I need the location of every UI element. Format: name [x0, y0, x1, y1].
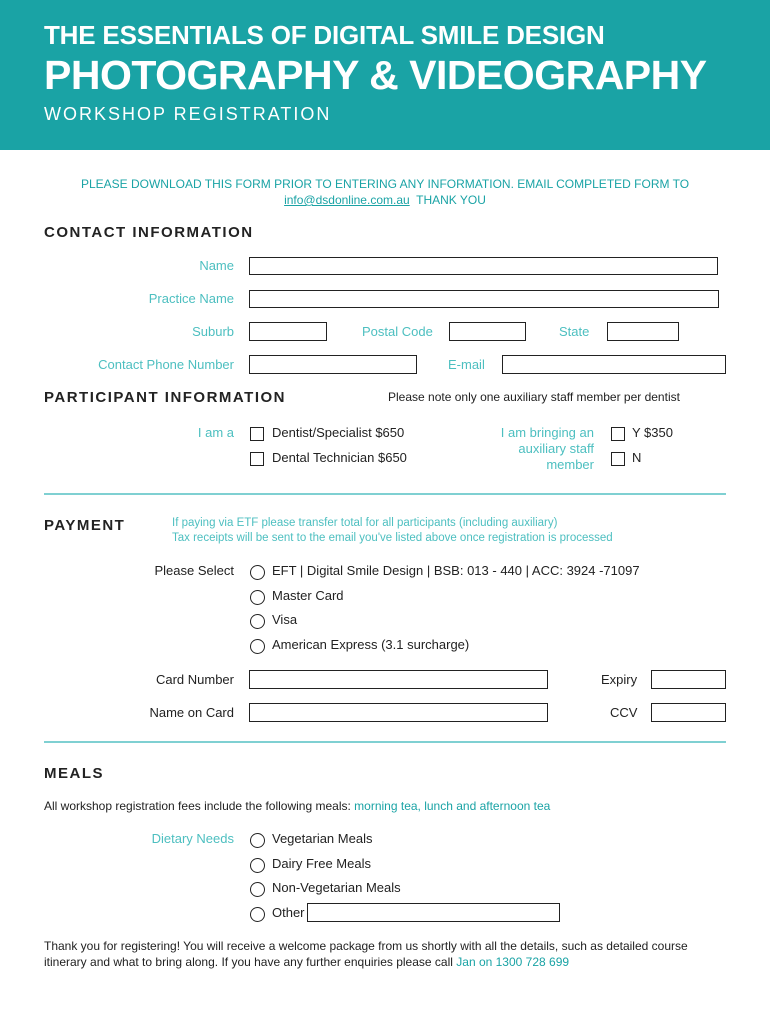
i-am-a-label: I am a: [197, 425, 234, 440]
please-select-label: Please Select: [154, 563, 234, 578]
suburb-label: Suburb: [192, 324, 234, 339]
dietary-needs-label: Dietary Needs: [151, 831, 234, 846]
technician-checkbox[interactable]: [250, 452, 264, 466]
amex-radio[interactable]: [250, 639, 265, 654]
other-diet-field[interactable]: [307, 903, 560, 922]
other-option-label: Other: [272, 905, 305, 920]
payment-info-line1: If paying via ETF please transfer total for all participants (including auxiliary): [172, 517, 558, 529]
dairy-free-radio[interactable]: [250, 858, 265, 873]
download-notice: [0, 176, 770, 208]
auxiliary-label-line3: member: [546, 457, 594, 472]
suburb-field[interactable]: [249, 322, 327, 341]
phone-field[interactable]: [249, 355, 417, 374]
other-radio[interactable]: [250, 907, 265, 922]
visa-radio[interactable]: [250, 614, 265, 629]
footer-line2: itinerary and what to bring along. If you have any further enquiries please call: [44, 955, 453, 969]
payment-section-title: PAYMENT: [44, 517, 126, 534]
email-field[interactable]: [502, 355, 726, 374]
eft-option-label: EFT | Digital Smile Design | BSB: 013 - 440 | ACC: 3924 -71097: [272, 563, 640, 578]
auxiliary-no-label: N: [632, 450, 642, 465]
footer-line1: Thank you for registering! You will receive a welcome package from us shortly with all the details, such as detailed course: [44, 939, 688, 953]
mastercard-option-label: Master Card: [272, 588, 344, 603]
meals-intro: [44, 799, 550, 813]
ccv-field[interactable]: [651, 703, 726, 722]
practice-name-label: Practice Name: [148, 291, 234, 306]
vegetarian-radio[interactable]: [250, 833, 265, 848]
card-number-field[interactable]: [249, 670, 548, 689]
auxiliary-label-line2: auxiliary staff: [518, 441, 594, 456]
name-on-card-label: Name on Card: [149, 705, 234, 720]
postal-code-field[interactable]: [449, 322, 526, 341]
auxiliary-yes-label: Y $350: [632, 425, 673, 440]
postal-code-label: Postal Code: [362, 324, 433, 339]
auxiliary-no-checkbox[interactable]: [611, 452, 625, 466]
amex-option-label: American Express (3.1 surcharge): [272, 637, 470, 652]
technician-option-label: Dental Technician $650: [272, 450, 407, 465]
visa-option-label: Visa: [272, 612, 298, 627]
practice-name-field[interactable]: [249, 290, 719, 308]
notice-email-link[interactable]: info@dsdonline.com.au: [284, 193, 410, 207]
notice-line1: PLEASE DOWNLOAD THIS FORM PRIOR TO ENTERING ANY INFORMATION. EMAIL COMPLETED FORM TO: [80, 177, 690, 191]
dairy-free-option-label: Dairy Free Meals: [272, 856, 371, 871]
eft-radio[interactable]: [250, 565, 265, 580]
state-label: State: [559, 324, 590, 339]
name-label: Name: [199, 258, 234, 273]
participant-section-title: PARTICIPANT INFORMATION: [44, 389, 286, 406]
state-field[interactable]: [607, 322, 679, 341]
dentist-option-label: Dentist/Specialist $650: [272, 425, 405, 440]
vegetarian-option-label: Vegetarian Meals: [272, 831, 373, 846]
divider: [44, 741, 726, 743]
auxiliary-label: [460, 425, 594, 473]
header-tagline: WORKSHOP REGISTRATION: [44, 104, 332, 124]
meals-intro-text: All workshop registration fees include the following meals:: [44, 799, 351, 813]
auxiliary-yes-checkbox[interactable]: [611, 427, 625, 441]
card-number-label: Card Number: [155, 672, 234, 687]
name-on-card-field[interactable]: [249, 703, 548, 722]
footer-message: [44, 938, 734, 970]
dentist-checkbox[interactable]: [250, 427, 264, 441]
email-label: E-mail: [448, 357, 485, 372]
phone-label: Contact Phone Number: [98, 357, 234, 372]
divider: [44, 493, 726, 495]
contact-section-title: CONTACT INFORMATION: [44, 224, 254, 241]
auxiliary-note: Please note only one auxiliary staff member per dentist: [388, 390, 680, 404]
notice-thanks: THANK YOU: [416, 193, 486, 207]
payment-info-line2: Tax receipts will be sent to the email you've listed above once registration is processed: [172, 532, 613, 544]
non-vegetarian-option-label: Non-Vegetarian Meals: [272, 880, 401, 895]
header-subtitle: THE ESSENTIALS OF DIGITAL SMILE DESIGN: [44, 20, 605, 50]
meals-included: morning tea, lunch and afternoon tea: [354, 799, 551, 813]
ccv-label: CCV: [610, 705, 638, 720]
meals-section-title: MEALS: [44, 765, 104, 782]
expiry-field[interactable]: [651, 670, 726, 689]
non-vegetarian-radio[interactable]: [250, 882, 265, 897]
auxiliary-label-line1: I am bringing an: [500, 425, 594, 440]
name-field[interactable]: [249, 257, 718, 275]
mastercard-radio[interactable]: [250, 590, 265, 605]
expiry-label: Expiry: [601, 672, 638, 687]
header-title: PHOTOGRAPHY & VIDEOGRAPHY: [44, 52, 707, 98]
footer-contact: Jan on 1300 728 699: [456, 955, 570, 969]
